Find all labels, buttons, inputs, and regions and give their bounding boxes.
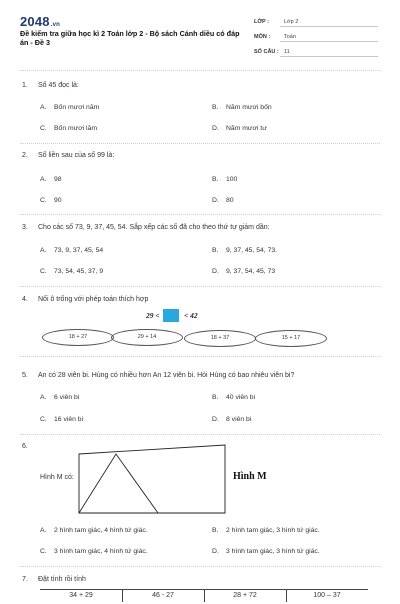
meta-value: 11 bbox=[284, 49, 290, 55]
question-number: 6. bbox=[22, 443, 28, 450]
figure-label: Hình M bbox=[233, 471, 267, 482]
option-letter: A. bbox=[40, 527, 47, 534]
option-letter: D. bbox=[212, 416, 219, 423]
divider bbox=[20, 214, 380, 215]
option-text: 80 bbox=[226, 197, 234, 204]
option-letter: B. bbox=[212, 176, 219, 183]
meta-underline bbox=[280, 56, 378, 57]
option-a[interactable] bbox=[40, 527, 148, 534]
meta-underline bbox=[280, 26, 378, 27]
inequality-right: < 42 bbox=[184, 311, 198, 320]
question-number: 3. bbox=[22, 224, 28, 231]
option-c[interactable] bbox=[40, 548, 148, 555]
option-text: Bốn mươi lăm bbox=[54, 125, 98, 132]
option-text: 2 hình tam giác, 3 hình tứ giác. bbox=[226, 527, 320, 534]
option-letter: A. bbox=[40, 394, 47, 401]
calc-cell: 100 – 37 bbox=[313, 592, 341, 599]
option-a[interactable] bbox=[40, 247, 103, 254]
choice-ellipse[interactable]: 15 + 17 bbox=[255, 330, 327, 347]
option-text: 3 hình tam giác, 3 hình tứ giác. bbox=[226, 548, 320, 555]
option-c[interactable] bbox=[40, 268, 103, 275]
option-d[interactable] bbox=[212, 548, 320, 555]
option-b[interactable] bbox=[212, 104, 272, 111]
option-text: 73, 9, 37, 45, 54 bbox=[54, 247, 104, 254]
calculation-table bbox=[40, 589, 368, 604]
inequality-left: 29 < bbox=[146, 311, 160, 320]
option-a[interactable] bbox=[40, 394, 79, 401]
option-c[interactable] bbox=[40, 125, 97, 132]
option-text: 9, 37, 45, 54, 73. bbox=[226, 247, 278, 254]
figure-m bbox=[78, 444, 226, 514]
option-letter: A. bbox=[40, 176, 47, 183]
option-text: 100 bbox=[226, 176, 238, 183]
option-c[interactable] bbox=[40, 197, 62, 204]
choice-ellipse[interactable]: 18 + 27 bbox=[42, 329, 114, 346]
question-number: 4. bbox=[22, 296, 28, 303]
logo bbox=[20, 14, 60, 29]
meta-subject bbox=[254, 29, 378, 42]
option-letter: C. bbox=[40, 197, 47, 204]
option-letter: C. bbox=[40, 125, 47, 132]
logo-suffix: .vn bbox=[50, 22, 61, 28]
meta-value: Lớp 2 bbox=[284, 19, 299, 25]
question-number: 7. bbox=[22, 576, 28, 583]
question-text: Nối ô trống với phép toán thích hợp bbox=[38, 296, 149, 303]
option-d[interactable] bbox=[212, 125, 267, 132]
question-text: Cho các số 73, 9, 37, 45, 54. Sắp xếp các số đã cho theo thứ tự giảm dần: bbox=[38, 224, 270, 231]
divider bbox=[20, 286, 380, 287]
option-letter: C. bbox=[40, 416, 47, 423]
option-letter: C. bbox=[40, 268, 47, 275]
option-text: 73, 54, 45, 37, 9 bbox=[54, 268, 104, 275]
option-letter: B. bbox=[212, 394, 219, 401]
divider bbox=[20, 434, 380, 435]
option-text: 3 hình tam giác, 4 hình tứ giác. bbox=[54, 548, 148, 555]
option-letter: D. bbox=[212, 125, 219, 132]
meta-underline bbox=[280, 41, 378, 42]
option-c[interactable] bbox=[40, 416, 83, 423]
option-d[interactable] bbox=[212, 416, 251, 423]
choice-ellipse[interactable]: 18 + 37 bbox=[184, 330, 256, 347]
question-number: 1. bbox=[22, 82, 28, 89]
option-b[interactable] bbox=[212, 394, 255, 401]
figure-quadrilateral bbox=[79, 445, 225, 513]
option-text: Năm mươi bốn bbox=[226, 104, 272, 111]
question-text: Số liền sau của số 99 là: bbox=[38, 152, 115, 159]
meta-class bbox=[254, 14, 378, 27]
meta-key: LỚP : bbox=[254, 19, 269, 25]
option-letter: B. bbox=[212, 527, 219, 534]
calc-cell: 46 - 27 bbox=[122, 590, 205, 602]
meta-key: MÔN : bbox=[254, 34, 271, 40]
option-text: 16 viên bi bbox=[54, 416, 84, 423]
question-text: Số 45 đọc là: bbox=[38, 82, 79, 89]
option-a[interactable] bbox=[40, 176, 62, 183]
figure-triangle bbox=[79, 454, 158, 513]
option-text: 98 bbox=[54, 176, 62, 183]
logo-text: 2048 bbox=[20, 14, 50, 29]
option-letter: C. bbox=[40, 548, 47, 555]
question-text: Đặt tính rồi tính bbox=[38, 576, 86, 583]
option-letter: D. bbox=[212, 548, 219, 555]
calc-cell: 28 + 72 bbox=[204, 590, 287, 602]
question-number: 2. bbox=[22, 152, 28, 159]
option-text: 40 viên bi bbox=[226, 394, 256, 401]
option-b[interactable] bbox=[212, 527, 320, 534]
option-text: Năm mươi tư bbox=[226, 125, 267, 132]
divider bbox=[20, 356, 380, 357]
figure-prompt: Hình M có: bbox=[40, 474, 74, 481]
calc-cell: 34 + 29 bbox=[40, 590, 123, 602]
option-text: 8 viên bi bbox=[226, 416, 252, 423]
option-letter: D. bbox=[212, 268, 219, 275]
option-letter: B. bbox=[212, 247, 219, 254]
choice-ellipse[interactable]: 29 + 14 bbox=[111, 329, 183, 346]
option-letter: A. bbox=[40, 247, 47, 254]
page-title: Đề kiểm tra giữa học kì 2 Toán lớp 2 - Bộ sách Cánh diều có đáp án - Đề 3 bbox=[20, 29, 240, 47]
answer-blank-box[interactable] bbox=[163, 309, 179, 322]
option-d[interactable] bbox=[212, 197, 234, 204]
meta-value: Toán bbox=[284, 34, 296, 40]
meta-count bbox=[254, 44, 378, 57]
option-letter: D. bbox=[212, 197, 219, 204]
question-number: 5. bbox=[22, 372, 28, 379]
question-text: An có 28 viên bi. Hùng có nhiều hơn An 12 viên bi. Hỏi Hùng có bao nhiêu viên bi? bbox=[38, 372, 295, 379]
option-letter: A. bbox=[40, 104, 47, 111]
option-text: 90 bbox=[54, 197, 62, 204]
option-text: 9, 37, 54, 45, 73 bbox=[226, 268, 276, 275]
option-b[interactable] bbox=[212, 176, 237, 183]
option-a[interactable] bbox=[40, 104, 99, 111]
option-text: 2 hình tam giác, 4 hình tứ giác. bbox=[54, 527, 148, 534]
option-text: Bốn mươi năm bbox=[54, 104, 100, 111]
divider bbox=[20, 566, 380, 567]
meta-key: SỐ CÂU : bbox=[254, 49, 279, 55]
option-b[interactable] bbox=[212, 247, 277, 254]
divider bbox=[20, 143, 380, 144]
option-text: 6 viên bi bbox=[54, 394, 80, 401]
divider bbox=[20, 70, 380, 71]
option-d[interactable] bbox=[212, 268, 275, 275]
option-letter: B. bbox=[212, 104, 219, 111]
